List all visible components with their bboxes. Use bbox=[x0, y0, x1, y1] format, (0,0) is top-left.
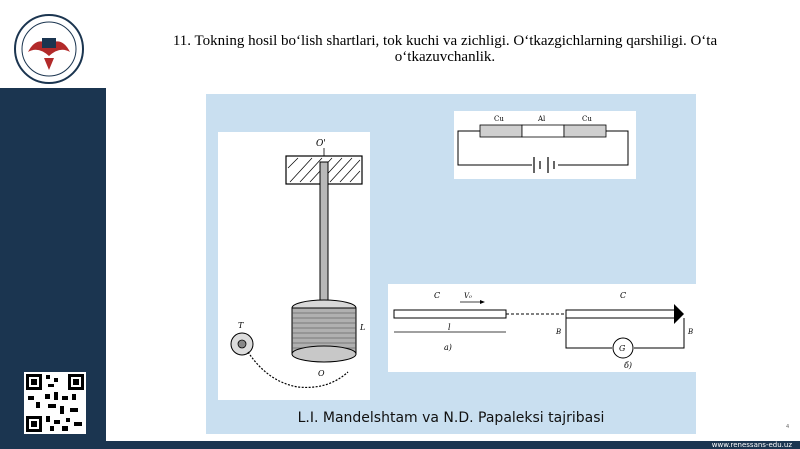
qr-code-icon bbox=[24, 372, 86, 434]
rod-label-c-left: C bbox=[434, 291, 441, 300]
circuit-label-cu-left: Cu bbox=[494, 115, 504, 123]
slide-header bbox=[0, 0, 800, 88]
axis-label-bottom: O bbox=[318, 369, 325, 378]
figure-caption: L.I. Mandelshtam va N.D. Papaleksi tajribasi bbox=[297, 410, 605, 426]
velocity-label: V₀ bbox=[464, 292, 472, 300]
university-logo-icon bbox=[14, 14, 84, 84]
subfigure-label-b: б) bbox=[624, 361, 633, 370]
page-title bbox=[100, 33, 790, 65]
axis-label-top: O' bbox=[316, 139, 326, 149]
title-line-2: o‘tkazuvchanlik. bbox=[394, 49, 496, 65]
circuit-label-al: Al bbox=[538, 115, 546, 123]
title-line-1: 11. Tokning hosil bo‘lish shartlari, tok kuchi va zichligi. O‘tkazgichlarning qarshiligi. O‘ta bbox=[172, 33, 718, 49]
terminal-label-b-left: B bbox=[556, 328, 562, 336]
circuit-label-cu-right: Cu bbox=[582, 115, 592, 123]
footer-bar bbox=[0, 441, 800, 449]
footer-url[interactable]: www.renessans-edu.uz bbox=[711, 441, 792, 449]
coil-label-l: L bbox=[360, 323, 366, 332]
galvanometer-label-t: T bbox=[238, 321, 244, 330]
terminal-label-b-right: B bbox=[688, 328, 694, 336]
inertia-rod-figure bbox=[388, 284, 696, 372]
rod-label-c-right: C bbox=[620, 291, 627, 300]
page-number: 4 bbox=[786, 424, 790, 430]
subfigure-label-a: a) bbox=[444, 343, 452, 352]
galvanometer-label-g: G bbox=[619, 344, 626, 353]
metal-rod-circuit-figure bbox=[454, 111, 636, 179]
rotating-coil-apparatus-figure bbox=[218, 132, 370, 400]
length-label: l bbox=[448, 323, 451, 332]
